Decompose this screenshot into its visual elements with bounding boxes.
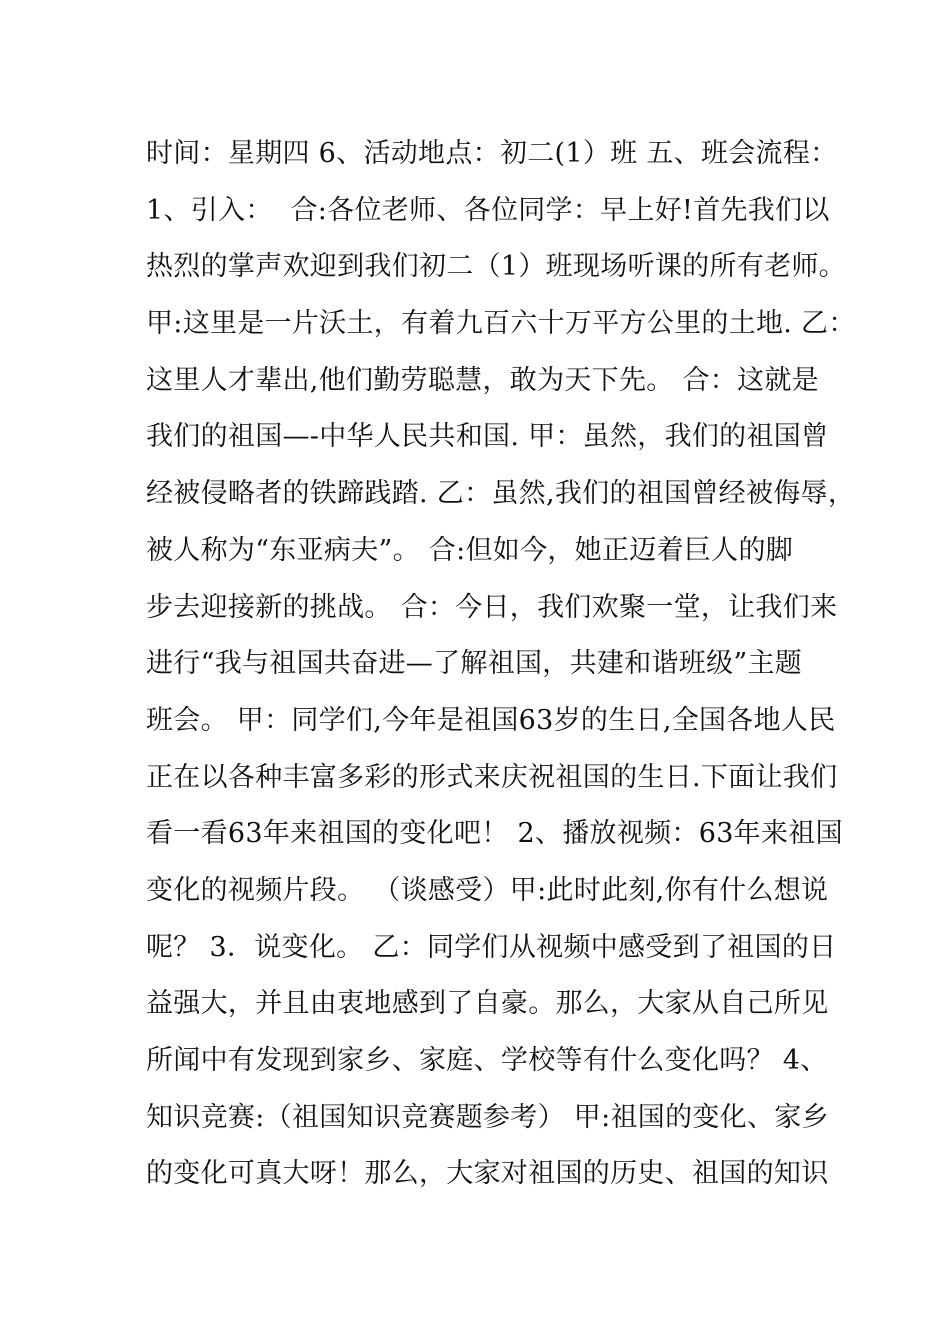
text-line: 看一看63年来祖国的变化吧！ 2、播放视频：63年来祖国	[146, 818, 843, 850]
text-line: 进行“我与祖国共奋进—了解祖国，共建和谐班级”主题	[146, 648, 803, 680]
text-line: 时间：星期四 6、活动地点：初二(1）班 五、班会流程：	[146, 138, 838, 169]
text-line: 的变化可真大呀！那么，大家对祖国的历史、祖国的知识	[146, 1158, 829, 1190]
text-line: 我们的祖国—-中华人民共和国. 甲：虽然，我们的祖国曾	[146, 421, 829, 453]
text-line: 1、引入： 合:各位老师、各位同学：早上好!首先我们以	[146, 194, 830, 226]
text-line: 正在以各种丰富多彩的形式来庆祝祖国的生日.下面让我们	[146, 761, 838, 793]
text-line: 呢？ 3．说变化。 乙：同学们从视频中感受到了祖国的日	[146, 931, 837, 963]
text-line: 经被侵略者的铁蹄践踏. 乙：虽然,我们的祖国曾经被侮辱，	[146, 478, 856, 510]
text-line: 甲:这里是一片沃土，有着九百六十万平方公里的土地. 乙：	[146, 308, 856, 340]
text-line: 热烈的掌声欢迎到我们初二（1）班现场听课的所有老师。	[146, 251, 846, 283]
text-line: 步去迎接新的挑战。 合：今日，我们欢聚一堂，让我们来	[146, 591, 838, 623]
text-line: 被人称为“东亚病夫”。 合:但如今，她正迈着巨人的脚	[146, 534, 794, 566]
text-line: 益强大，并且由衷地感到了自豪。那么，大家从自己所见	[146, 988, 829, 1020]
text-line: 这里人才辈出,他们勤劳聪慧，敢为天下先。 合：这就是	[146, 364, 819, 396]
text-line: 所闻中有发现到家乡、家庭、学校等有什么变化吗？ 4、	[146, 1045, 828, 1076]
document-body	[146, 126, 856, 1203]
text-line: 班会。 甲：同学们,今年是祖国63岁的生日,全国各地人民	[146, 704, 836, 736]
text-line: 知识竞赛:（祖国知识竞赛题参考） 甲:祖国的变化、家乡	[146, 1101, 829, 1133]
text-line: 变化的视频片段。 （谈感受）甲:此时此刻,你有什么想说	[146, 874, 829, 906]
